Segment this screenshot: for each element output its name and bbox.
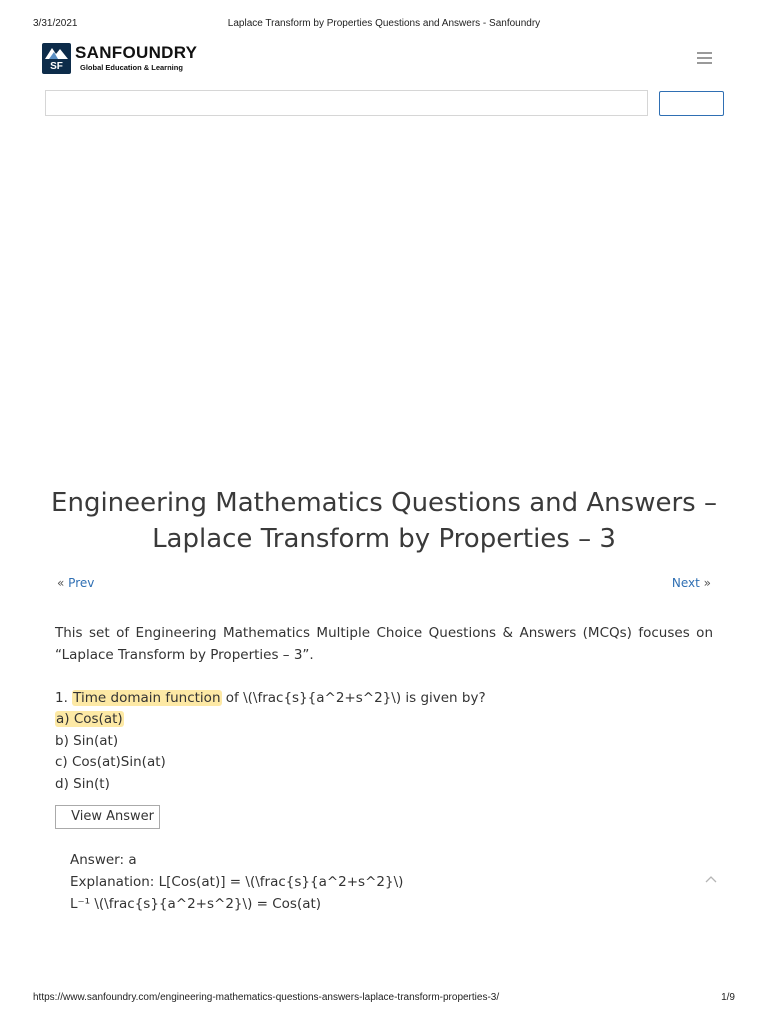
search-input[interactable]	[45, 90, 648, 116]
next-link[interactable]	[672, 576, 711, 590]
logo-badge-text: SF	[50, 61, 63, 72]
page-title: Engineering Mathematics Questions and Answers – Laplace Transform by Properties – 3	[51, 488, 717, 554]
option-c: c) Cos(at)Sin(at)	[55, 754, 166, 770]
hamburger-icon[interactable]	[697, 52, 712, 65]
option-d: d) Sin(t)	[55, 775, 110, 792]
prev-marker: «	[57, 576, 65, 590]
next-label: Next	[671, 576, 700, 590]
print-footer	[0, 992, 768, 1006]
answer-text: Answer: a	[70, 852, 137, 868]
brand-tagline: Global Education & Learning	[80, 63, 183, 72]
prev-label: Prev	[68, 576, 95, 590]
answer-panel	[70, 849, 670, 912]
print-title: Laplace Transform by Properties Questions and Answers - Sanfoundry	[227, 18, 541, 29]
search-button[interactable]	[659, 91, 724, 116]
mountain-icon	[45, 46, 68, 60]
print-url: https://www.sanfoundry.com/engineering-mathematics-questions-answers-laplace-transform-properties-3/	[33, 992, 500, 1003]
question-text	[55, 687, 713, 709]
print-header	[0, 18, 768, 32]
question-body: of \(\frac{s}{a^2+s^2}\) is given by?	[221, 690, 486, 706]
option-list	[55, 709, 166, 795]
option-a	[55, 709, 166, 731]
option-a-text: a) Cos(at)	[56, 711, 123, 727]
prev-link[interactable]	[57, 576, 94, 590]
view-answer-button[interactable]: View Answer	[55, 805, 160, 829]
print-page-number: 1/9	[721, 992, 735, 1003]
brand-name: SANFOUNDRY	[75, 43, 198, 62]
explanation-text: Explanation: L[Cos(at)] = \(\frac{s}{a^2+s^2}\)	[70, 874, 404, 890]
intro-paragraph: This set of Engineering Mathematics Multiple Choice Questions & Answers (MCQs) focuses on “Laplace Transform by Properties – 3”.	[55, 625, 713, 663]
option-b: b) Sin(at)	[55, 732, 119, 749]
question-number: 1.	[55, 690, 73, 706]
chevron-up-icon[interactable]	[705, 875, 717, 883]
print-date: 3/31/2021	[33, 18, 78, 29]
highlighted-phrase: Time domain function	[73, 690, 221, 706]
logo-badge	[42, 43, 71, 74]
explanation-line-2: L⁻¹ \(\frac{s}{a^2+s^2}\) = Cos(at)	[70, 896, 322, 912]
next-marker: »	[703, 576, 711, 590]
